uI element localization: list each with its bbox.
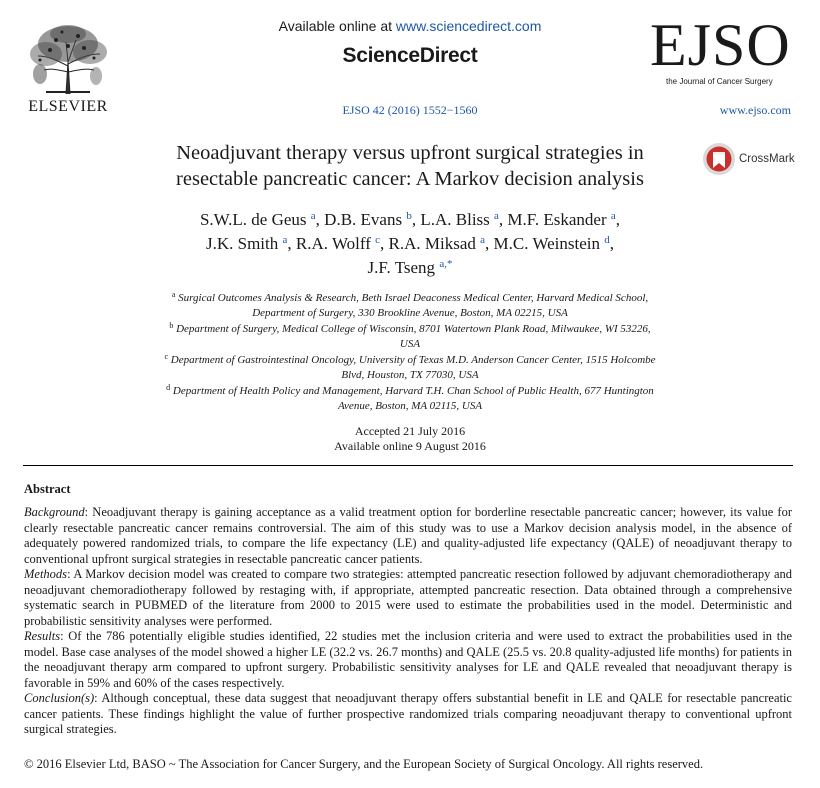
publisher-name: ELSEVIER — [28, 98, 108, 115]
crossmark-badge[interactable] — [702, 142, 795, 176]
elsevier-logo — [22, 22, 112, 116]
sciencedirect-brand: ScienceDirect — [342, 44, 478, 67]
affiliation: $^d$ Department of Health Policy and Management, Harvard T.H. Chan School of Public Health, 677 Huntington Avenue, Boston, MA 02115, USA — [166, 383, 654, 412]
author-list — [130, 208, 690, 280]
article-title — [120, 140, 700, 192]
author[interactable]: D.B. Evans $^b$ — [324, 210, 412, 229]
title-line: Neoadjuvant therapy versus upfront surgical strategies in — [176, 142, 644, 164]
author-line — [130, 256, 690, 280]
title-line: resectable pancreatic cancer: A Markov decision analysis — [176, 168, 644, 190]
abstract-section: Conclusion(s): Although conceptual, these data suggest that neoadjuvant therapy offers substantial benefit in LE and QALE for resectable pancreatic cancer patients. These findings highlight the value of further prospective randomized trials comparing neoadjuvant therapy to conventional upfront surgical strategies. — [24, 691, 792, 736]
abstract-body — [24, 505, 792, 738]
affiliations — [132, 291, 688, 415]
abstract-section: Methods: A Markov decision model was created to compare two strategies: attempted pancreatic resection followed by adjuvant chemoradiotherapy and neoadjuvant chemoradiotherapy followed by restaging with, if appropriate, attempted pancreatic resection. Data obtained through a comprehensive systematic search in PUBMED of the literature from 2000 to 2015 were used to estimate the probabilities used in the model. Deterministic and probabilistic sensitivity analyses were performed. — [24, 567, 792, 628]
accepted-date: Accepted 21 July 2016 — [354, 424, 466, 438]
author[interactable]: M.F. Eskander $^a$ — [507, 210, 616, 229]
abstract-section: Background: Neoadjuvant therapy is gaining acceptance as a valid treatment option for borderline resectable pancreatic cancer; however, its value for clearly resectable pancreatic cancer remains controversial. The aim of this study was to use a Markov decision analysis model, in the absence of adequately powered randomized trials, to compare the life expectancy (LE) and quality-adjusted life expectancy (QALE) of neoadjuvant therapy to conventional upfront surgical strategies in resectable pancreatic cancer patients. — [24, 505, 792, 566]
section-divider — [23, 465, 793, 466]
availability-prefix: Available online at — [278, 18, 396, 34]
author[interactable]: L.A. Bliss $^a$ — [420, 210, 499, 229]
author[interactable]: S.W.L. de Geus $^a$ — [199, 210, 316, 229]
affiliation: $^c$ Department of Gastrointestinal Oncology, University of Texas M.D. Anderson Cancer Center, 1515 Holcombe Blvd, Houston, TX 77030, USA — [164, 352, 656, 381]
journal-citation[interactable]: EJSO 42 (2016) 1552−1560 — [342, 103, 478, 117]
sciencedirect-link[interactable]: www.sciencedirect.com — [395, 18, 542, 34]
journal-abbrev: EJSO — [650, 12, 791, 78]
online-date: Available online 9 August 2016 — [334, 439, 486, 453]
author[interactable]: J.F. Tseng $^{a,*}$ — [367, 258, 453, 277]
author[interactable]: R.A. Wolff $^c$ — [295, 234, 381, 253]
journal-url-link[interactable]: www.ejso.com — [719, 103, 791, 117]
author-line: S.W.L. de Geus $^a$, D.B. Evans $^b$, L.A. Bliss $^a$, M.F. Eskander $^a$, — [199, 210, 621, 229]
affiliation: $^b$ Department of Surgery, Medical College of Wisconsin, 8701 Watertown Plank Road, Milwaukee, WI 53226, USA — [169, 321, 651, 350]
abstract-section: Results: Of the 786 potentially eligible studies identified, 22 studies met the inclusion criteria and were used to extract the probabilities used in the model. Base case analyses of the model showed a higher LE (32.2 vs. 26.7 months) and QALE (25.5 vs. 20.8 quality-adjusted life months) for patients in the neoadjuvant therapy arm compared to upfront surgery. Probabilistic sensitivity analyses for LE and QALE revealed that neoadjuvant therapy is favorable in 59% and 60% of the cases respectively. — [24, 629, 792, 690]
author-line: J.K. Smith $^a$, R.A. Wolff $^c$, R.A. Miksad $^a$, M.C. Weinstein $^d$, — [205, 234, 615, 253]
ejso-logo — [650, 14, 800, 86]
author[interactable]: M.C. Weinstein $^d$ — [493, 234, 610, 253]
affiliation: $^a$ Surgical Outcomes Analysis & Research, Beth Israel Deaconess Medical Center, Harvard Medical School, Department of Surgery, 330 Brookline Avenue, Boston, MA 02215, USA — [171, 290, 649, 319]
abstract-heading: Abstract — [24, 482, 71, 496]
article-dates — [0, 424, 820, 454]
crossmark-icon — [702, 142, 736, 176]
author[interactable]: J.K. Smith $^a$ — [205, 234, 288, 253]
journal-tagline: the Journal of Cancer Surgery — [666, 77, 773, 86]
author[interactable]: R.A. Miksad $^a$ — [388, 234, 486, 253]
crossmark-label: CrossMark — [739, 153, 795, 165]
copyright-notice: © 2016 Elsevier Ltd, BASO ~ The Association for Cancer Surgery, and the European Society of Surgical Oncology. All rights reserved. — [24, 757, 704, 771]
